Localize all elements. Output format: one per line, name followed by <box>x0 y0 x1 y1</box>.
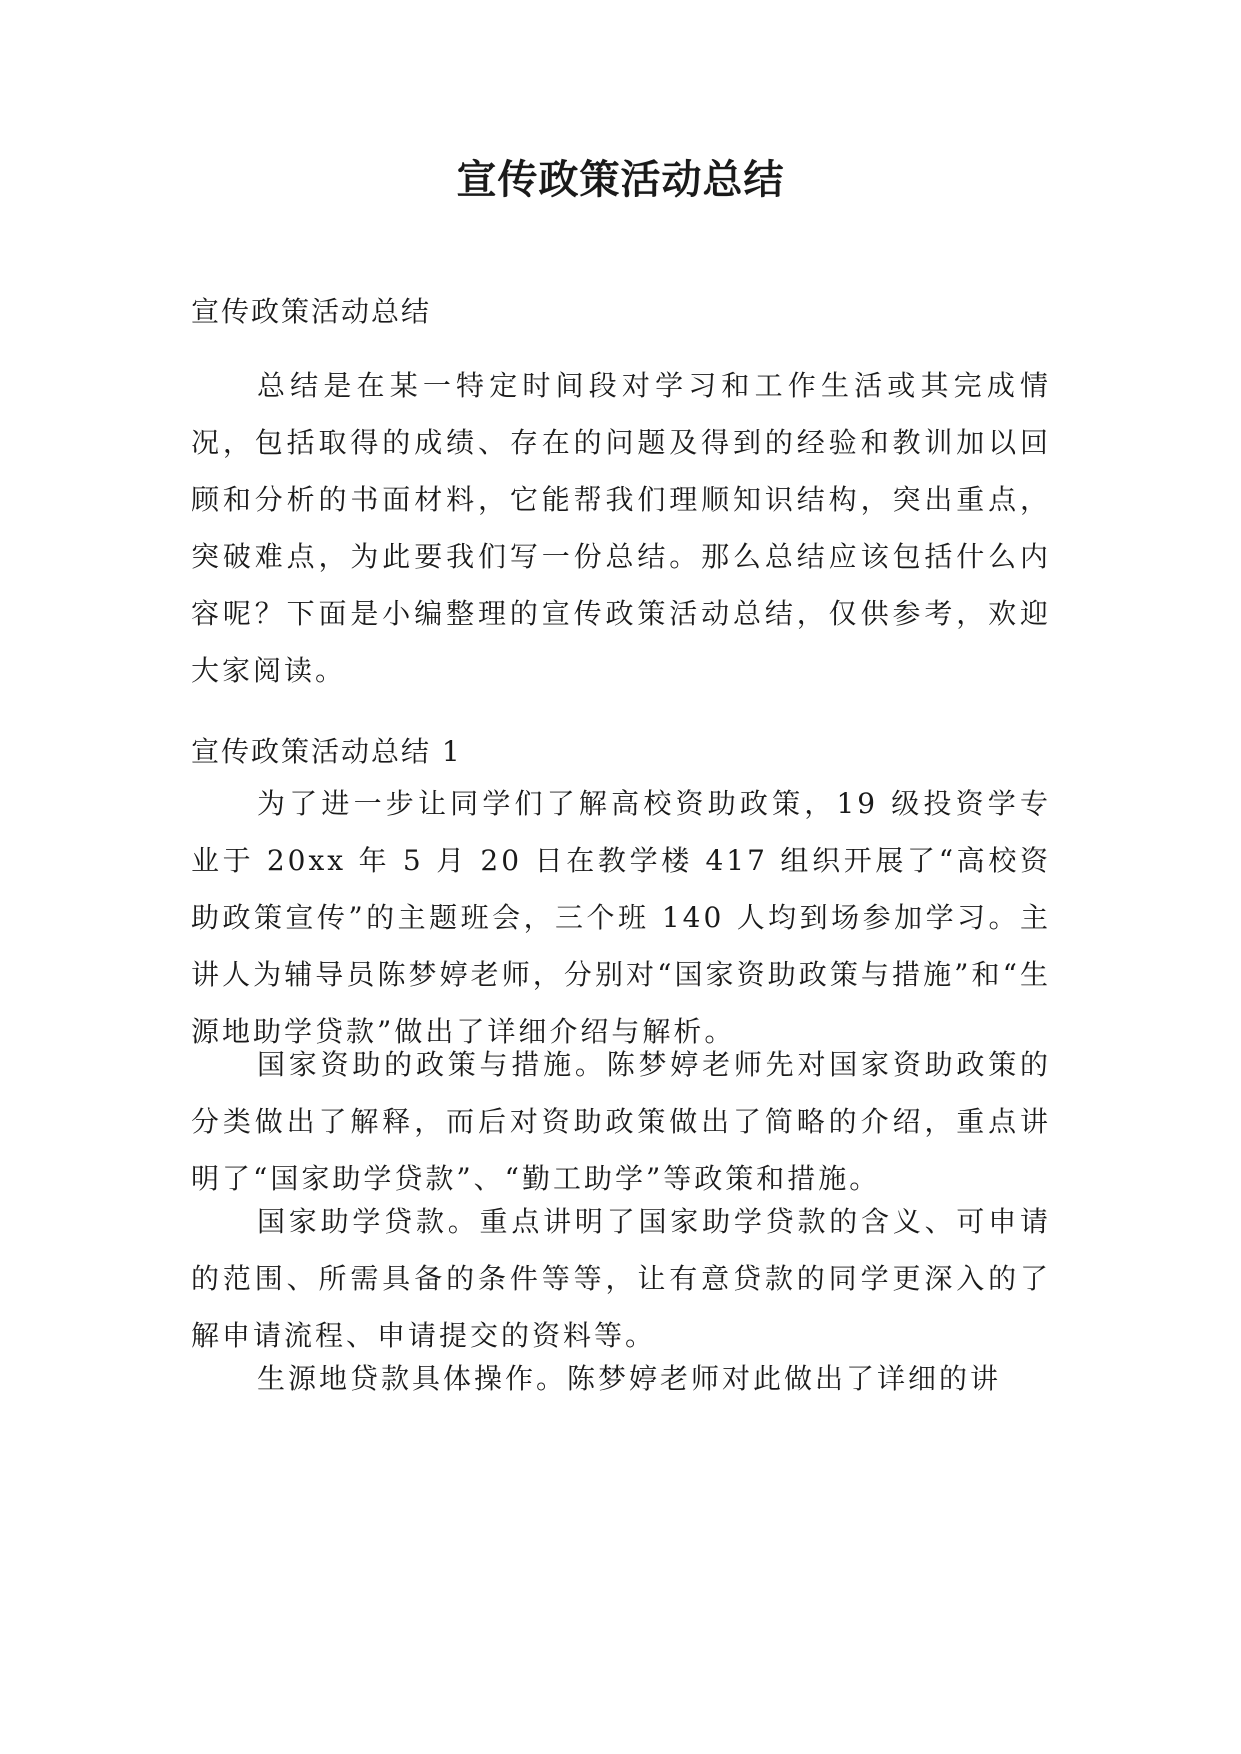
intro-paragraph: 总结是在某一特定时间段对学习和工作生活或其完成情况，包括取得的成绩、存在的问题及得到的经验和教训加以回顾和分析的书面材料，它能帮我们理顺知识结构，突出重点，突破难点，为此要我们写一份总结。那么总结应该包括什么内容呢？下面是小编整理的宣传政策活动总结，仅供参考，欢迎大家阅读。 <box>191 369 1051 687</box>
section-1-paragraph-1: 为了进一步让同学们了解高校资助政策，19 级投资学专业于 20xx 年 5 月 20 日在教学楼 417 组织开展了“高校资助政策宣传”的主题班会，三个班 140 人均到场参加学习。主讲人为辅导员陈梦婷老师，分别对“国家资助政策与措施”和“生源地助学贷款”做出了详细介绍与解析。 <box>191 787 1051 1048</box>
section-1-heading: 宣传政策活动总结 1 <box>191 735 462 768</box>
section-1-paragraph-4: 生源地贷款具体操作。陈梦婷老师对此做出了详细的讲 <box>257 1362 1002 1395</box>
document-subtitle: 宣传政策活动总结 <box>191 295 432 328</box>
document-title: 宣传政策活动总结 <box>456 156 785 203</box>
section-1-paragraph-2: 国家资助的政策与措施。陈梦婷老师先对国家资助政策的分类做出了解释，而后对资助政策做出了简略的介绍，重点讲明了“国家助学贷款”、“勤工助学”等政策和措施。 <box>191 1048 1051 1195</box>
section-1-paragraph-3: 国家助学贷款。重点讲明了国家助学贷款的含义、可申请的范围、所需具备的条件等等，让有意贷款的同学更深入的了解申请流程、申请提交的资料等。 <box>191 1205 1051 1352</box>
